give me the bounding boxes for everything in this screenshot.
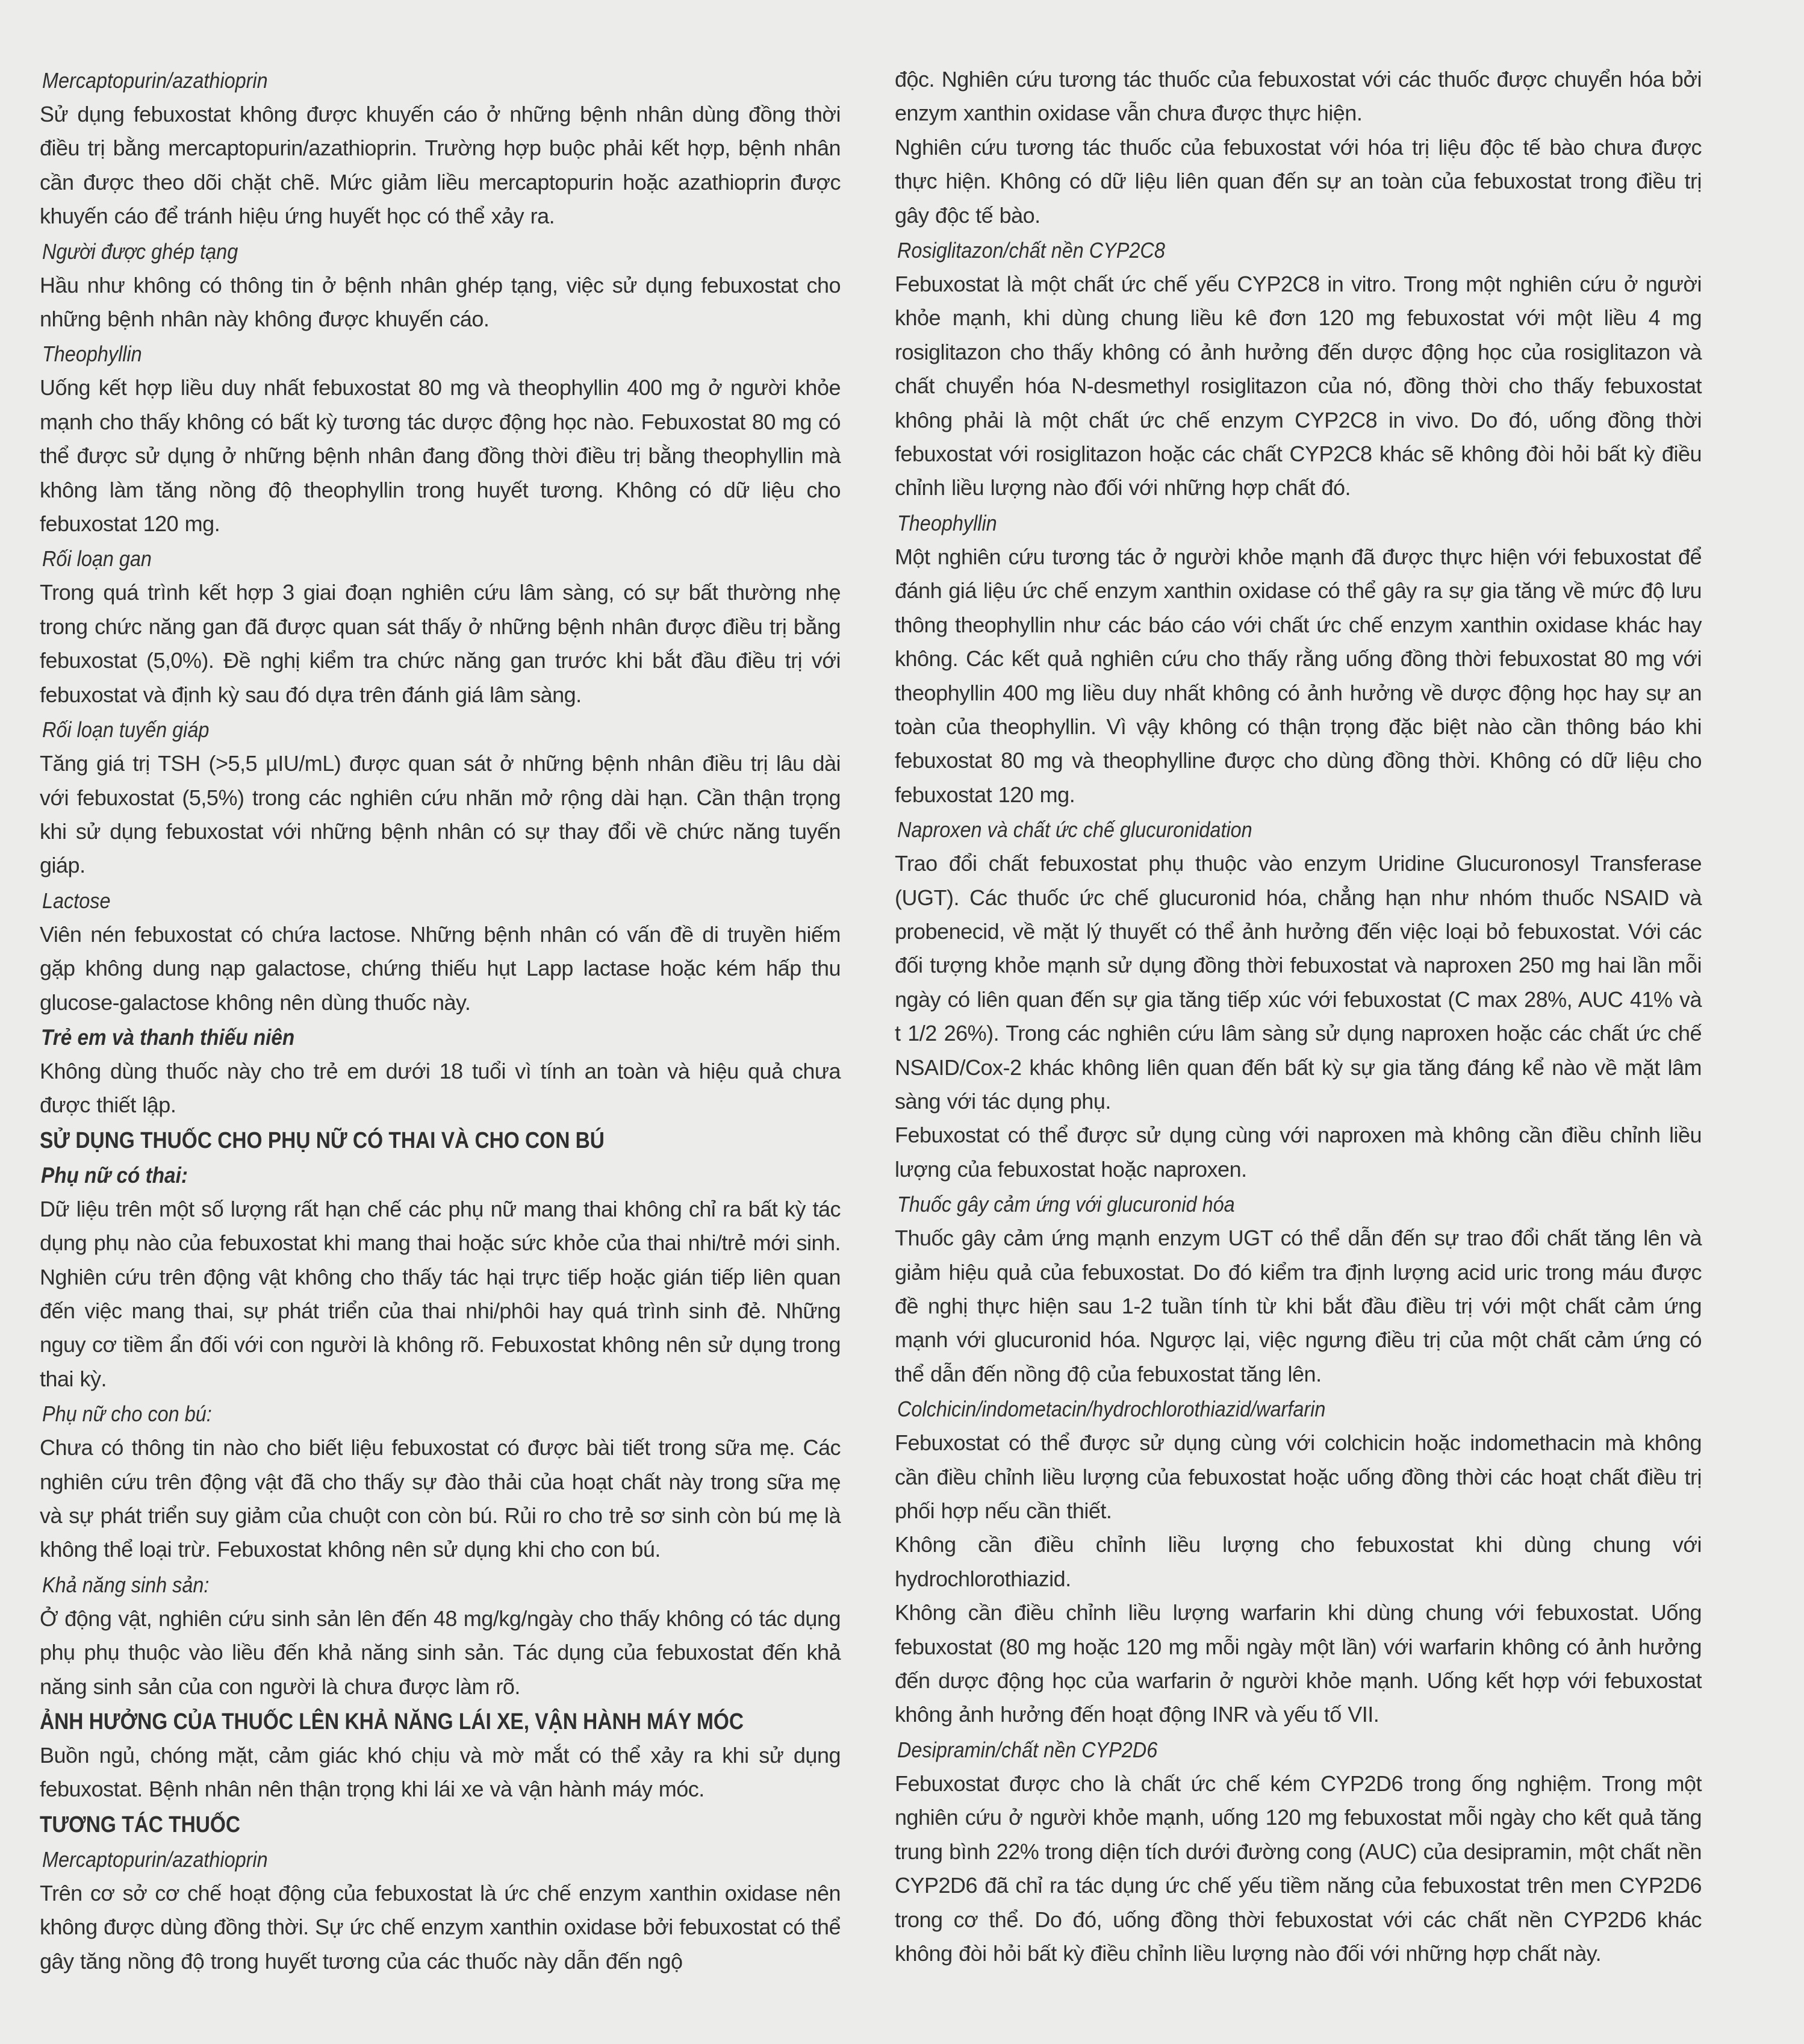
right-column [895,63,1702,1971]
section-heading: TƯƠNG TÁC THUỐC [40,1812,241,1837]
left-column [40,63,841,1978]
subheading: Colchicin/indometacin/hydrochlorothiazid/warfarin [897,1397,1326,1422]
subheading: Mercaptopurin/azathioprin [42,1846,268,1872]
subheading: Rối loạn tuyến giáp [42,717,210,743]
subheading: Phụ nữ có thai: [41,1162,188,1188]
subheading: Rosiglitazon/chất nền CYP2C8 [897,238,1165,263]
paragraph: Febuxostat có thể được sử dụng cùng với naproxen mà không cần điều chỉnh liều lượng của febuxostat hoặc naproxen. [895,1123,1702,1182]
paragraph: Febuxostat là một chất ức chế yếu CYP2C8 in vitro. Trong một nghiên cứu ở người khỏe mạnh, khi dùng chung liều kê đơn 120 mg febuxostat với một liều 4 mg rosiglitazon cho thấy không có ảnh hưởng đến dược động học của rosiglitazon và chất chuyển hóa N-desmethyl rosiglitazon của nó, đồng thời cho thấy febuxostat không phải là một chất ức chế enzym CYP2C8 in vivo. Do đó, uống đồng thời febuxostat với rosiglitazon hoặc các chất CYP2C8 khác sẽ không đòi hỏi bất kỳ điều chỉnh liều lượng nào đối với những hợp chất đó. [895,272,1702,500]
paragraph: Không dùng thuốc này cho trẻ em dưới 18 tuổi vì tính an toàn và hiệu quả chưa được thiết lập. [40,1058,841,1118]
subheading: Người được ghép tạng [42,238,238,264]
paragraph: Febuxostat được cho là chất ức chế kém CYP2D6 trong ống nghiệm. Trong một nghiên cứu ở người khỏe mạnh, uống 120 mg febuxostat mỗi ngày cho kết quả tăng trung bình 22% trong diện tích dưới đường cong (AUC) của desipramin, một chất nền CYP2D6 đã chỉ ra tác dụng ức chế yếu tiềm năng của febuxostat trên men CYP2D6 trong cơ thể. Do đó, uống đồng thời febuxostat với các chất nền CYP2D6 khác không đòi hỏi bất kỳ điều chỉnh liều lượng nào đối với những hợp chất này. [895,1771,1702,1966]
paragraph: Buồn ngủ, chóng mặt, cảm giác khó chịu và mờ mắt có thể xảy ra khi sử dụng febuxostat. Bệnh nhân nên thận trọng khi lái xe và vận hành máy móc. [40,1743,841,1802]
subheading: Desipramin/chất nền CYP2D6 [897,1737,1158,1762]
paragraph: Tăng giá trị TSH (>5,5 µIU/mL) được quan sát ở những bệnh nhân điều trị lâu dài với febuxostat (5,5%) trong các nghiên cứu nhãn mở rộng dài hạn. Cần thận trọng khi sử dụng febuxostat với những bệnh nhân có sự thay đổi về chức năng tuyến giáp. [40,751,841,878]
paragraph: độc. Nghiên cứu tương tác thuốc của febuxostat với các thuốc được chuyển hóa bởi enzym xanthin oxidase vẫn chưa được thực hiện. [895,67,1702,126]
subheading: Phụ nữ cho con bú: [42,1401,212,1427]
paragraph: Hầu như không có thông tin ở bệnh nhân ghép tạng, việc sử dụng febuxostat cho những bệnh nhân này không được khuyến cáo. [40,272,841,332]
subheading: Mercaptopurin/azathioprin [42,68,268,93]
subheading: Khả năng sinh sản: [42,1572,210,1597]
paragraph: Trong quá trình kết hợp 3 giai đoạn nghiên cứu lâm sàng, có sự bất thường nhẹ trong chức năng gan đã được quan sát thấy ở những bệnh nhân được điều trị bằng febuxostat (5,0%). Đề nghị kiểm tra chức năng gan trước khi bắt đầu điều trị với febuxostat và định kỳ sau đó dựa trên đánh giá lâm sàng. [40,580,841,707]
subheading: Rối loạn gan [42,546,152,572]
paragraph: Nghiên cứu tương tác thuốc của febuxostat với hóa trị liệu độc tế bào chưa được thực hiện. Không có dữ liệu liên quan đến sự an toàn của febuxostat trong điều trị gây độc tế bào. [895,134,1702,228]
subheading: Theophyllin [42,341,142,367]
paragraph: Không cần điều chỉnh liều lượng warfarin khi dùng chung với febuxostat. Uống febuxostat (80 mg hoặc 120 mg mỗi ngày một lần) với warfarin không có ảnh hưởng đến dược động học của warfarin ở người khỏe mạnh. Uống kết hợp với febuxostat không ảnh hưởng đến hoạt động INR và yếu tố VII. [895,1600,1702,1727]
section-heading: SỬ DỤNG THUỐC CHO PHỤ NỮ CÓ THAI VÀ CHO CON BÚ [40,1127,605,1153]
paragraph: Thuốc gây cảm ứng mạnh enzym UGT có thể dẫn đến sự trao đổi chất tăng lên và giảm hiệu quả của febuxostat. Do đó kiểm tra định lượng acid uric trong máu được đề nghị thực hiện sau 1-2 tuần tính từ khi bắt đầu điều trị với một chất cảm ứng mạnh với glucuronid hóa. Ngược lại, việc ngưng điều trị của một chất cảm ứng có thể dẫn đến nồng độ của febuxostat tăng lên. [895,1226,1702,1386]
paragraph: Trên cơ sở cơ chế hoạt động của febuxostat là ức chế enzym xanthin oxidase nên không được dùng đồng thời. Sự ức chế enzym xanthin oxidase bởi febuxostat có thể gây tăng nồng độ trong huyết tương của các thuốc này dẫn đến ngộ [40,1880,841,1974]
paragraph: Dữ liệu trên một số lượng rất hạn chế các phụ nữ mang thai không chỉ ra bất kỳ tác dụng phụ nào của febuxostat khi mang thai hoặc sức khỏe của thai nhi/trẻ mới sinh. Nghiên cứu trên động vật không cho thấy tác hại trực tiếp hoặc gián tiếp liên quan đến việc mang thai, sự phát triển của thai nhi/phôi hay quá trình sinh đẻ. Những nguy cơ tiềm ẩn đối với con người là không rõ. Febuxostat không nên sử dụng trong thai kỳ. [40,1196,841,1391]
paragraph: Một nghiên cứu tương tác ở người khỏe mạnh đã được thực hiện với febuxostat để đánh giá liệu ức chế enzym xanthin oxidase có thể gây ra sự gia tăng về mức độ lưu thông theophyllin như các báo cáo với chất ức chế enzym xanthin oxidase khác hay không. Các kết quả nghiên cứu cho thấy rằng uống đồng thời febuxostat 80 mg với theophyllin 400 mg liều duy nhất không có ảnh hưởng về dược động học hay sự an toàn của theophyllin. Vì vậy không có thận trọng đặc biệt nào cần thông báo khi febuxostat 80 mg và theophylline được cho dùng đồng thời. Không có dữ liệu cho febuxostat 120 mg. [895,544,1702,807]
paragraph: Chưa có thông tin nào cho biết liệu febuxostat có được bài tiết trong sữa mẹ. Các nghiên cứu trên động vật đã cho thấy sự đào thải của hoạt chất này trong sữa mẹ và sự phát triển suy giảm của chuột con còn bú. Rủi ro cho trẻ sơ sinh còn bú mẹ là không thể loại trừ. Febuxostat không nên sử dụng khi cho con bú. [40,1435,841,1562]
paragraph: Sử dụng febuxostat không được khuyến cáo ở những bệnh nhân dùng đồng thời điều trị bằng mercaptopurin/azathioprin. Trường hợp buộc phải kết hợp, bệnh nhân cần được theo dõi chặt chẽ. Mức giảm liều mercaptopurin hoặc azathioprin được khuyến cáo để tránh hiệu ứng huyết học có thể xảy ra. [40,102,841,229]
paragraph: Trao đổi chất febuxostat phụ thuộc vào enzym Uridine Glucuronosyl Transferase (UGT). Các thuốc ức chế glucuronid hóa, chẳng hạn như nhóm thuốc NSAID và probenecid, về mặt lý thuyết có thể ảnh hưởng đến việc loại bỏ febuxostat. Với các đối tượng khỏe mạnh sử dụng đồng thời febuxostat và naproxen 250 mg hai lần mỗi ngày có liên quan đến sự gia tăng tiếp xúc với febuxostat (C max 28%, AUC 41% và t 1/2 26%). Trong các nghiên cứu lâm sàng sử dụng naproxen hoặc các chất ức chế NSAID/Cox-2 khác không liên quan đến bất kỳ sự gia tăng đáng kể nào về mặt lâm sàng với tác dụng phụ. [895,851,1702,1114]
subheading: Naproxen và chất ức chế glucuronidation [897,817,1252,843]
paragraph: Uống kết hợp liều duy nhất febuxostat 80 mg và theophyllin 400 mg ở người khỏe mạnh cho thấy không có bất kỳ tương tác dược động học nào. Febuxostat 80 mg có thể được sử dụng ở những bệnh nhân đang đồng thời điều trị bằng theophyllin mà không làm tăng nồng độ theophyllin trong huyết tương. Không có dữ liệu cho febuxostat 120 mg. [40,375,841,537]
paragraph: Ở động vật, nghiên cứu sinh sản lên đến 48 mg/kg/ngày cho thấy không có tác dụng phụ phụ thuộc vào liều đến khả năng sinh sản. Tác dụng của febuxostat đến khả năng sinh sản của con người là chưa được làm rõ. [40,1606,841,1699]
subheading: Thuốc gây cảm ứng với glucuronid hóa [897,1192,1235,1217]
paragraph: Không cần điều chỉnh liều lượng cho febuxostat khi dùng chung với hydrochlorothiazid. [895,1532,1702,1591]
subheading: Theophyllin [897,510,997,535]
paragraph: Febuxostat có thể được sử dụng cùng với colchicin hoặc indomethacin mà không cần điều chỉnh liều lượng của febuxostat hoặc uống đồng thời các hoạt chất điều trị phối hợp nếu cần thiết. [895,1430,1702,1524]
section-heading: ẢNH HƯỞNG CỦA THUỐC LÊN KHẢ NĂNG LÁI XE, VẬN HÀNH MÁY MÓC [40,1709,744,1735]
paragraph: Viên nén febuxostat có chứa lactose. Những bệnh nhân có vấn đề di truyền hiếm gặp không dung nạp galactose, chứng thiếu hụt Lapp lactase hoặc kém hấp thu glucose-galactose không nên dùng thuốc này. [40,921,841,1015]
subheading: Trẻ em và thanh thiếu niên [41,1024,295,1050]
subheading: Lactose [42,888,111,913]
